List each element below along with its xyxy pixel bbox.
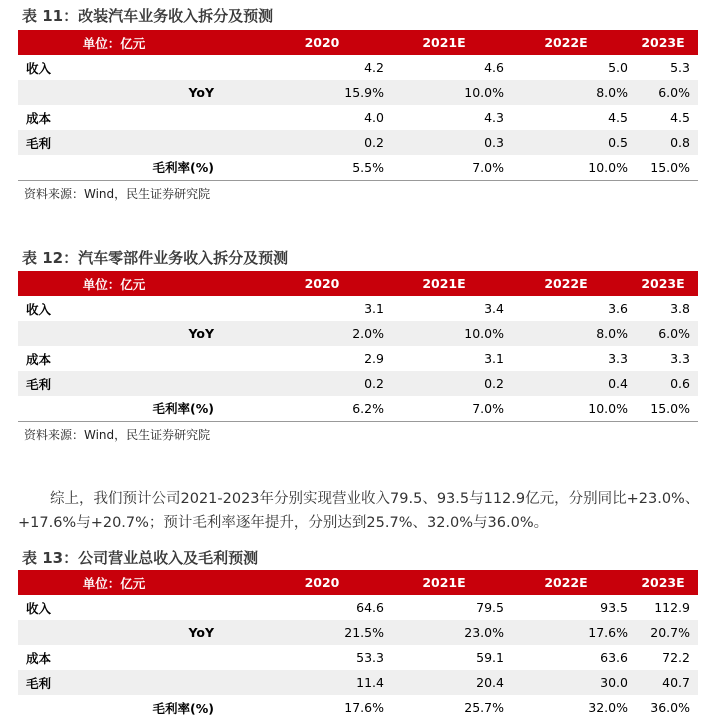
cell: 3.8	[670, 301, 690, 316]
row-label-yoy: YoY	[18, 321, 260, 346]
cell: 15.9%	[260, 80, 384, 105]
header-year: 2023E	[628, 570, 698, 595]
table-11-source: 资料来源：Wind，民生证券研究院	[24, 187, 211, 201]
row-label-gross-profit: 毛利	[18, 670, 260, 695]
table-row	[18, 645, 698, 670]
cell: 6.0%	[628, 80, 698, 105]
cell: 2.0%	[260, 321, 384, 346]
table-row	[18, 55, 698, 80]
cell: 6.0%	[628, 321, 698, 346]
row-label-yoy: YoY	[18, 80, 260, 105]
cell: 4.5	[608, 110, 628, 125]
table-header-row	[18, 30, 698, 55]
cell: 2.9	[364, 351, 384, 366]
cell: 32.0%	[588, 700, 628, 715]
cell: 3.3	[670, 351, 690, 366]
table-row	[18, 371, 698, 396]
table-header-row	[18, 570, 698, 595]
cell: 53.3	[356, 650, 384, 665]
cell: 21.5%	[260, 620, 384, 645]
cell: 36.0%	[650, 700, 690, 715]
cell: 72.2	[662, 650, 690, 665]
cell: 11.4	[260, 670, 384, 695]
cell: 7.0%	[384, 396, 504, 421]
cell: 20.4	[384, 670, 504, 695]
header-year: 2021E	[384, 271, 504, 296]
summary-paragraph: 综上，我们预计公司2021-2023年分别实现营业收入79.5、93.5与112.9亿元，分别同比+23.0%、+17.6%与+20.7%；预计毛利率逐年提升，分别达到25.7%、32.0%与36.0%。	[18, 491, 700, 531]
table-12-source: 资料来源：Wind，民生证券研究院	[24, 428, 211, 442]
cell: 3.1	[484, 351, 504, 366]
cell: 93.5	[600, 600, 628, 615]
row-label-gross-profit: 毛利	[18, 130, 260, 155]
cell: 0.2	[260, 371, 384, 396]
table-row	[18, 321, 698, 346]
cell: 112.9	[654, 600, 690, 615]
cell: 4.3	[484, 110, 504, 125]
cell: 0.5	[504, 130, 628, 155]
cell: 5.3	[670, 60, 690, 75]
row-label-gross-margin: 毛利率(%)	[152, 700, 214, 716]
row-label-yoy: YoY	[18, 620, 260, 645]
cell: 40.7	[628, 670, 698, 695]
cell: 0.3	[384, 130, 504, 155]
table-header-row	[18, 271, 698, 296]
cell: 17.6%	[504, 620, 628, 645]
cell: 10.0%	[504, 396, 628, 421]
header-unit: 单位：亿元	[18, 271, 260, 296]
table-row	[18, 105, 698, 130]
cell: 3.3	[608, 351, 628, 366]
cell: 63.6	[600, 650, 628, 665]
cell: 15.0%	[628, 396, 698, 421]
row-label-revenue: 收入	[26, 600, 52, 616]
table-row	[18, 396, 698, 421]
table-13	[18, 570, 698, 720]
header-year: 2022E	[504, 30, 628, 55]
table-row	[18, 620, 698, 645]
table-11	[18, 30, 698, 181]
table-13-title: 表 13：公司营业总收入及毛利预测	[22, 549, 259, 567]
row-label-revenue: 收入	[26, 301, 52, 317]
header-year: 2020	[260, 271, 384, 296]
cell: 17.6%	[344, 700, 384, 715]
cell: 20.7%	[628, 620, 698, 645]
table-row	[18, 346, 698, 371]
cell: 8.0%	[504, 321, 628, 346]
header-unit: 单位：亿元	[18, 570, 260, 595]
cell: 0.4	[504, 371, 628, 396]
table-11-title: 表 11：改装汽车业务收入拆分及预测	[22, 7, 274, 25]
row-label-revenue: 收入	[26, 60, 52, 76]
header-unit: 单位：亿元	[18, 30, 260, 55]
header-year: 2023E	[628, 271, 698, 296]
cell: 25.7%	[464, 700, 504, 715]
cell: 15.0%	[628, 155, 698, 180]
header-year: 2020	[260, 30, 384, 55]
cell: 6.2%	[260, 396, 384, 421]
row-label-gross-margin: 毛利率(%)	[18, 155, 260, 180]
header-year: 2021E	[384, 570, 504, 595]
cell: 4.5	[670, 110, 690, 125]
cell: 3.6	[608, 301, 628, 316]
row-label-cost: 成本	[26, 110, 52, 126]
cell: 5.0	[608, 60, 628, 75]
cell: 64.6	[356, 600, 384, 615]
row-label-gross-profit: 毛利	[18, 371, 260, 396]
header-year: 2022E	[504, 570, 628, 595]
cell: 3.4	[484, 301, 504, 316]
header-year: 2023E	[628, 30, 698, 55]
cell: 30.0	[504, 670, 628, 695]
cell: 10.0%	[384, 321, 504, 346]
table-12	[18, 271, 698, 422]
header-year: 2020	[260, 570, 384, 595]
cell: 59.1	[476, 650, 504, 665]
cell: 4.0	[364, 110, 384, 125]
table-row	[18, 130, 698, 155]
cell: 0.2	[384, 371, 504, 396]
cell: 23.0%	[384, 620, 504, 645]
header-year: 2021E	[384, 30, 504, 55]
table-12-title: 表 12：汽车零部件业务收入拆分及预测	[22, 249, 289, 267]
header-year: 2022E	[504, 271, 628, 296]
table-row	[18, 155, 698, 180]
cell: 8.0%	[504, 80, 628, 105]
cell: 5.5%	[260, 155, 384, 180]
table-row	[18, 670, 698, 695]
cell: 4.2	[364, 60, 384, 75]
cell: 79.5	[476, 600, 504, 615]
table-row	[18, 695, 698, 720]
cell: 3.1	[364, 301, 384, 316]
cell: 10.0%	[384, 80, 504, 105]
row-label-cost: 成本	[26, 650, 52, 666]
row-label-cost: 成本	[26, 351, 52, 367]
cell: 10.0%	[504, 155, 628, 180]
table-row	[18, 296, 698, 321]
row-label-gross-margin: 毛利率(%)	[18, 396, 260, 421]
cell: 0.2	[260, 130, 384, 155]
table-row	[18, 80, 698, 105]
cell: 7.0%	[384, 155, 504, 180]
cell: 4.6	[484, 60, 504, 75]
table-row	[18, 595, 698, 620]
cell: 0.8	[628, 130, 698, 155]
cell: 0.6	[628, 371, 698, 396]
